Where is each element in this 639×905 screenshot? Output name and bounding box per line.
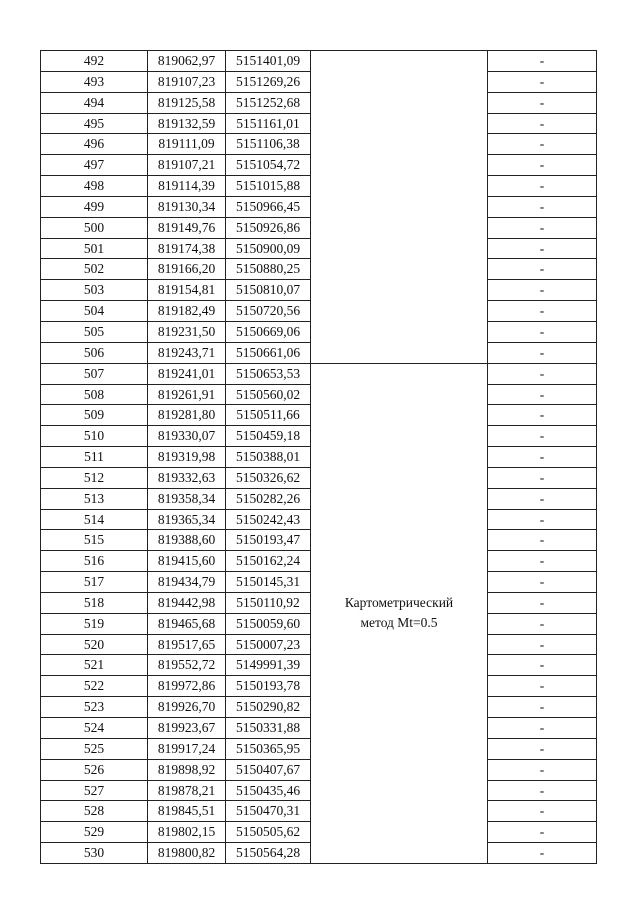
- point-number-cell: 509: [41, 405, 148, 426]
- y-coordinate-cell: 5150282,26: [226, 488, 311, 509]
- y-coordinate-cell: 5150326,62: [226, 467, 311, 488]
- error-cell: -: [488, 426, 597, 447]
- point-number-cell: 501: [41, 238, 148, 259]
- error-cell: -: [488, 321, 597, 342]
- y-coordinate-cell: 5151106,38: [226, 134, 311, 155]
- error-cell: -: [488, 780, 597, 801]
- x-coordinate-cell: 819154,81: [148, 280, 226, 301]
- error-cell: -: [488, 92, 597, 113]
- y-coordinate-cell: 5150435,46: [226, 780, 311, 801]
- error-cell: -: [488, 280, 597, 301]
- x-coordinate-cell: 819517,65: [148, 634, 226, 655]
- y-coordinate-cell: 5151252,68: [226, 92, 311, 113]
- x-coordinate-cell: 819114,39: [148, 176, 226, 197]
- y-coordinate-cell: 5150926,86: [226, 217, 311, 238]
- y-coordinate-cell: 5150193,78: [226, 676, 311, 697]
- x-coordinate-cell: 819149,76: [148, 217, 226, 238]
- point-number-cell: 515: [41, 530, 148, 551]
- point-number-cell: 505: [41, 321, 148, 342]
- x-coordinate-cell: 819358,34: [148, 488, 226, 509]
- error-cell: -: [488, 405, 597, 426]
- error-cell: -: [488, 363, 597, 384]
- y-coordinate-cell: 5150290,82: [226, 697, 311, 718]
- error-cell: -: [488, 718, 597, 739]
- point-number-cell: 525: [41, 738, 148, 759]
- point-number-cell: 496: [41, 134, 148, 155]
- error-cell: -: [488, 551, 597, 572]
- y-coordinate-cell: 5150110,92: [226, 592, 311, 613]
- x-coordinate-cell: 819319,98: [148, 447, 226, 468]
- x-coordinate-cell: 819125,58: [148, 92, 226, 113]
- point-number-cell: 500: [41, 217, 148, 238]
- point-number-cell: 521: [41, 655, 148, 676]
- x-coordinate-cell: 819845,51: [148, 801, 226, 822]
- y-coordinate-cell: 5150145,31: [226, 572, 311, 593]
- y-coordinate-cell: 5150459,18: [226, 426, 311, 447]
- x-coordinate-cell: 819434,79: [148, 572, 226, 593]
- error-cell: -: [488, 342, 597, 363]
- x-coordinate-cell: 819898,92: [148, 759, 226, 780]
- error-cell: -: [488, 301, 597, 322]
- error-cell: -: [488, 697, 597, 718]
- error-cell: -: [488, 238, 597, 259]
- error-cell: -: [488, 71, 597, 92]
- y-coordinate-cell: 5150331,88: [226, 718, 311, 739]
- x-coordinate-cell: 819415,60: [148, 551, 226, 572]
- x-coordinate-cell: 819130,34: [148, 196, 226, 217]
- x-coordinate-cell: 819182,49: [148, 301, 226, 322]
- error-cell: -: [488, 655, 597, 676]
- point-number-cell: 516: [41, 551, 148, 572]
- coordinates-table: [40, 50, 597, 864]
- point-number-cell: 510: [41, 426, 148, 447]
- x-coordinate-cell: 819926,70: [148, 697, 226, 718]
- x-coordinate-cell: 819332,63: [148, 467, 226, 488]
- y-coordinate-cell: 5150900,09: [226, 238, 311, 259]
- point-number-cell: 499: [41, 196, 148, 217]
- point-number-cell: 504: [41, 301, 148, 322]
- error-cell: -: [488, 259, 597, 280]
- error-cell: -: [488, 384, 597, 405]
- point-number-cell: 497: [41, 155, 148, 176]
- point-number-cell: 527: [41, 780, 148, 801]
- y-coordinate-cell: 5150653,53: [226, 363, 311, 384]
- error-cell: -: [488, 488, 597, 509]
- x-coordinate-cell: 819166,20: [148, 259, 226, 280]
- y-coordinate-cell: 5150388,01: [226, 447, 311, 468]
- y-coordinate-cell: 5150162,24: [226, 551, 311, 572]
- x-coordinate-cell: 819107,23: [148, 71, 226, 92]
- x-coordinate-cell: 819111,09: [148, 134, 226, 155]
- x-coordinate-cell: 819062,97: [148, 51, 226, 72]
- y-coordinate-cell: 5150661,06: [226, 342, 311, 363]
- error-cell: -: [488, 155, 597, 176]
- y-coordinate-cell: 5150669,06: [226, 321, 311, 342]
- x-coordinate-cell: 819465,68: [148, 613, 226, 634]
- point-number-cell: 523: [41, 697, 148, 718]
- error-cell: -: [488, 530, 597, 551]
- point-number-cell: 529: [41, 822, 148, 843]
- y-coordinate-cell: 5150511,66: [226, 405, 311, 426]
- point-number-cell: 513: [41, 488, 148, 509]
- method-cell: [311, 363, 488, 863]
- x-coordinate-cell: 819174,38: [148, 238, 226, 259]
- x-coordinate-cell: 819330,07: [148, 426, 226, 447]
- y-coordinate-cell: 5150880,25: [226, 259, 311, 280]
- x-coordinate-cell: 819243,71: [148, 342, 226, 363]
- error-cell: -: [488, 196, 597, 217]
- point-number-cell: 519: [41, 613, 148, 634]
- y-coordinate-cell: 5151269,26: [226, 71, 311, 92]
- coordinates-table-body: [41, 51, 597, 864]
- point-number-cell: 518: [41, 592, 148, 613]
- x-coordinate-cell: 819107,21: [148, 155, 226, 176]
- x-coordinate-cell: 819365,34: [148, 509, 226, 530]
- x-coordinate-cell: 819442,98: [148, 592, 226, 613]
- error-cell: -: [488, 51, 597, 72]
- error-cell: -: [488, 634, 597, 655]
- error-cell: -: [488, 134, 597, 155]
- x-coordinate-cell: 819802,15: [148, 822, 226, 843]
- error-cell: -: [488, 676, 597, 697]
- x-coordinate-cell: 819923,67: [148, 718, 226, 739]
- point-number-cell: 502: [41, 259, 148, 280]
- table-row: [41, 51, 597, 72]
- point-number-cell: 511: [41, 447, 148, 468]
- method-label-line2: метод Mt=0.5: [360, 615, 438, 631]
- error-cell: -: [488, 113, 597, 134]
- x-coordinate-cell: 819132,59: [148, 113, 226, 134]
- x-coordinate-cell: 819388,60: [148, 530, 226, 551]
- y-coordinate-cell: 5150407,67: [226, 759, 311, 780]
- point-number-cell: 517: [41, 572, 148, 593]
- y-coordinate-cell: 5150059,60: [226, 613, 311, 634]
- y-coordinate-cell: 5150242,43: [226, 509, 311, 530]
- y-coordinate-cell: 5150193,47: [226, 530, 311, 551]
- error-cell: -: [488, 759, 597, 780]
- point-number-cell: 530: [41, 843, 148, 864]
- x-coordinate-cell: 819552,72: [148, 655, 226, 676]
- error-cell: -: [488, 572, 597, 593]
- y-coordinate-cell: 5150966,45: [226, 196, 311, 217]
- point-number-cell: 495: [41, 113, 148, 134]
- x-coordinate-cell: 819878,21: [148, 780, 226, 801]
- error-cell: -: [488, 822, 597, 843]
- error-cell: -: [488, 801, 597, 822]
- point-number-cell: 508: [41, 384, 148, 405]
- y-coordinate-cell: 5150720,56: [226, 301, 311, 322]
- point-number-cell: 522: [41, 676, 148, 697]
- error-cell: -: [488, 843, 597, 864]
- x-coordinate-cell: 819281,80: [148, 405, 226, 426]
- y-coordinate-cell: 5151401,09: [226, 51, 311, 72]
- y-coordinate-cell: 5150560,02: [226, 384, 311, 405]
- y-coordinate-cell: 5150810,07: [226, 280, 311, 301]
- y-coordinate-cell: 5149991,39: [226, 655, 311, 676]
- y-coordinate-cell: 5151054,72: [226, 155, 311, 176]
- error-cell: -: [488, 592, 597, 613]
- y-coordinate-cell: 5151015,88: [226, 176, 311, 197]
- point-number-cell: 498: [41, 176, 148, 197]
- x-coordinate-cell: 819231,50: [148, 321, 226, 342]
- error-cell: -: [488, 447, 597, 468]
- y-coordinate-cell: 5150505,62: [226, 822, 311, 843]
- error-cell: -: [488, 738, 597, 759]
- error-cell: -: [488, 176, 597, 197]
- method-cell-empty: [311, 51, 488, 364]
- point-number-cell: 506: [41, 342, 148, 363]
- error-cell: -: [488, 467, 597, 488]
- x-coordinate-cell: 819972,86: [148, 676, 226, 697]
- x-coordinate-cell: 819241,01: [148, 363, 226, 384]
- point-number-cell: 526: [41, 759, 148, 780]
- y-coordinate-cell: 5151161,01: [226, 113, 311, 134]
- error-cell: -: [488, 613, 597, 634]
- point-number-cell: 507: [41, 363, 148, 384]
- point-number-cell: 494: [41, 92, 148, 113]
- point-number-cell: 528: [41, 801, 148, 822]
- point-number-cell: 514: [41, 509, 148, 530]
- point-number-cell: 493: [41, 71, 148, 92]
- method-label-line1: Картометрический: [344, 595, 454, 611]
- error-cell: -: [488, 217, 597, 238]
- point-number-cell: 520: [41, 634, 148, 655]
- x-coordinate-cell: 819261,91: [148, 384, 226, 405]
- point-number-cell: 512: [41, 467, 148, 488]
- y-coordinate-cell: 5150365,95: [226, 738, 311, 759]
- y-coordinate-cell: 5150007,23: [226, 634, 311, 655]
- point-number-cell: 503: [41, 280, 148, 301]
- error-cell: -: [488, 509, 597, 530]
- x-coordinate-cell: 819800,82: [148, 843, 226, 864]
- point-number-cell: 524: [41, 718, 148, 739]
- point-number-cell: 492: [41, 51, 148, 72]
- x-coordinate-cell: 819917,24: [148, 738, 226, 759]
- table-row: [41, 363, 597, 384]
- y-coordinate-cell: 5150470,31: [226, 801, 311, 822]
- y-coordinate-cell: 5150564,28: [226, 843, 311, 864]
